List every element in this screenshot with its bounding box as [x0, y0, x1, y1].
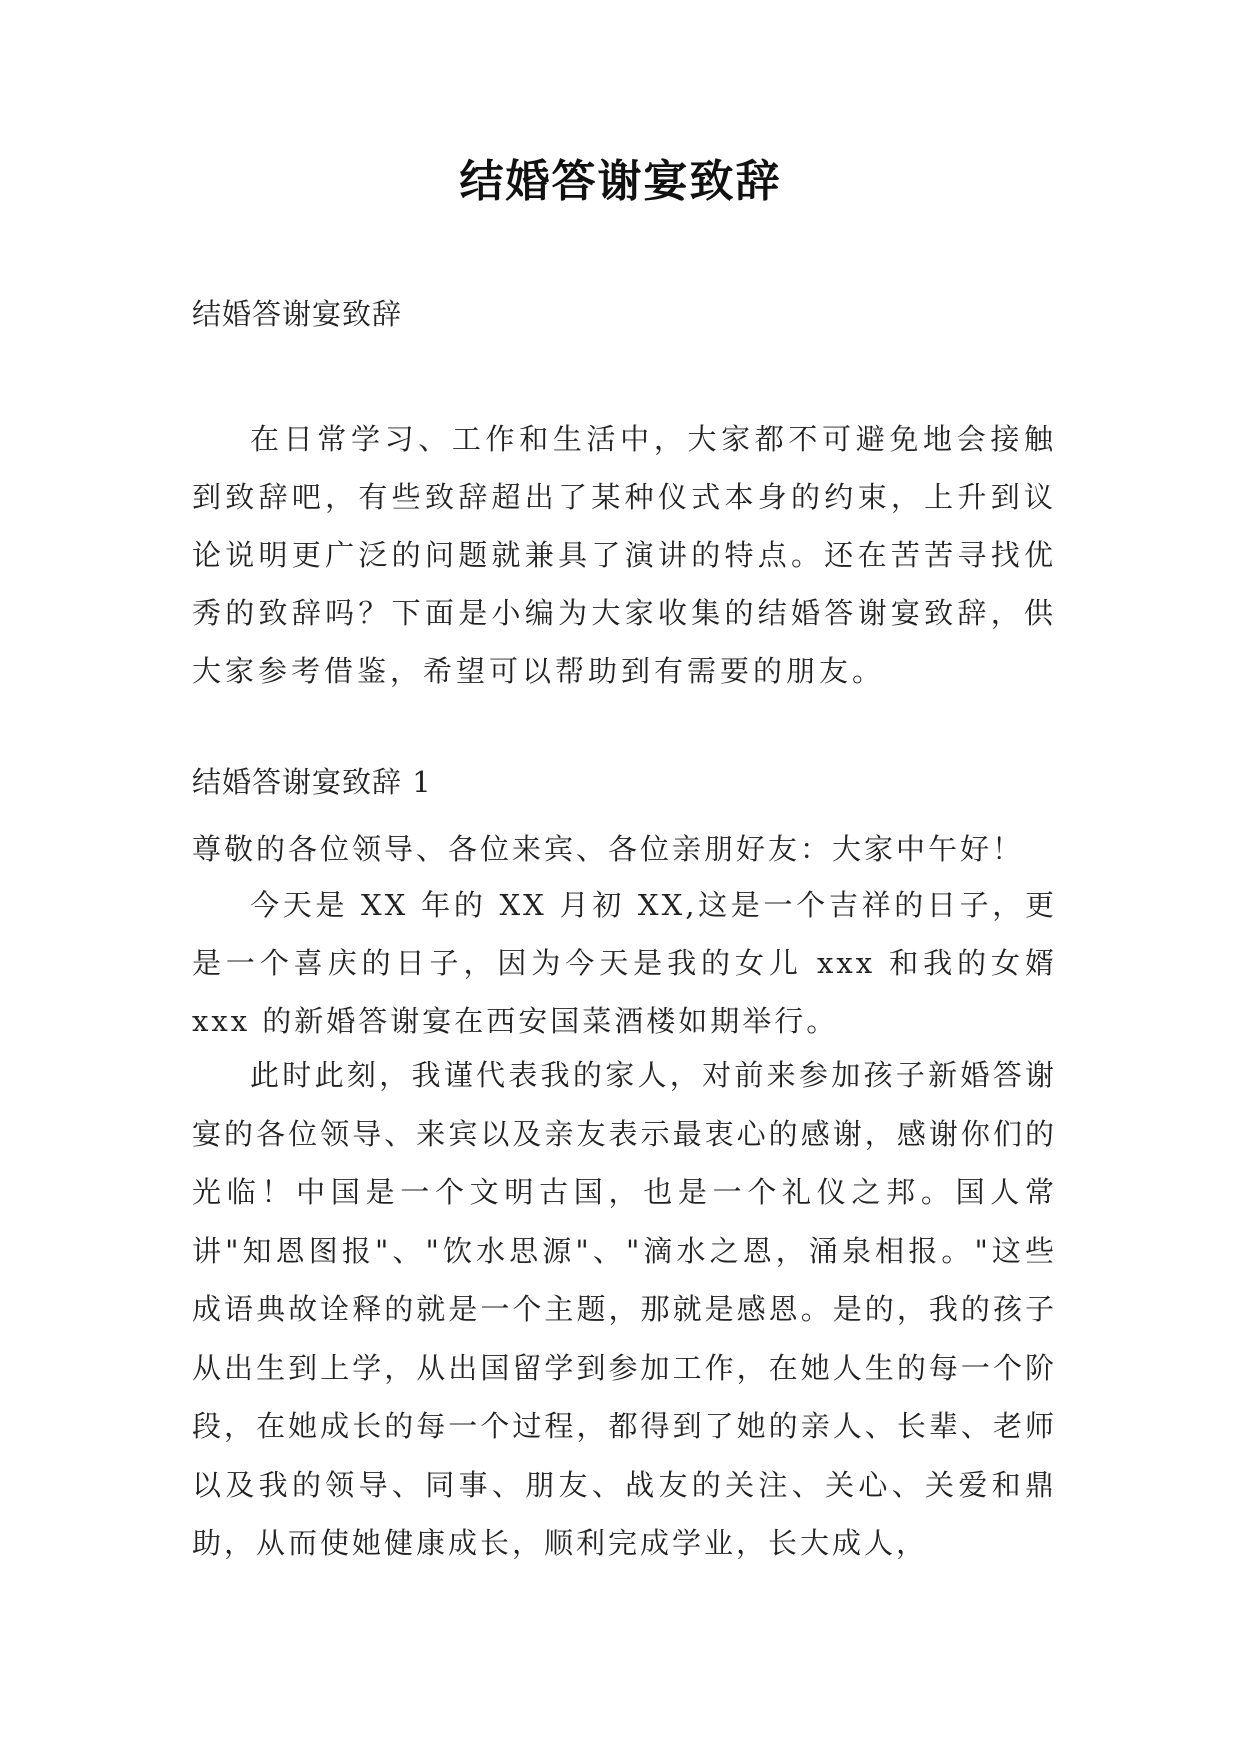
section-heading: 结婚答谢宴致辞 1: [192, 765, 432, 799]
document-subtitle: 结婚答谢宴致辞: [192, 297, 403, 331]
salutation-line: 尊敬的各位领导、各位来宾、各位亲朋好友：大家中午好！: [192, 832, 1025, 866]
document-title: 结婚答谢宴致辞: [459, 156, 782, 207]
intro-paragraph: 在日常学习、工作和生活中，大家都不可避免地会接触到致辞吧，有些致辞超出了某种仪式本身的约束，上升到议论说明更广泛的问题就兼具了演讲的特点。还在苦苦寻找优秀的致辞吗？下面是小编为大家收集的结婚答谢宴致辞，供大家参考借鉴，希望可以帮助到有需要的朋友。: [192, 422, 1057, 688]
speech-paragraph-2: 此时此刻，我谨代表我的家人，对前来参加孩子新婚答谢宴的各位领导、来宾以及亲友表示最衷心的感谢，感谢你们的光临！中国是一个文明古国，也是一个礼仪之邦。国人常讲"知恩图报"、"饮水思源"、"滴水之恩，涌泉相报。"这些成语典故诠释的就是一个主题，那就是感恩。是的，我的孩子从出生到上学，从出国留学到参加工作，在她人生的每一个阶段，在她成长的每一个过程，都得到了她的亲人、长辈、老师以及我的领导、同事、朋友、战友的关注、关心、关爱和鼎助，从而使她健康成长，顺利完成学业，长大成人，: [192, 1058, 1057, 1560]
speech-paragraph-1: 今天是 XX 年的 XX 月初 XX,这是一个吉祥的日子，更是一个喜庆的日子，因为今天是我的女儿 xxx 和我的女婿 xxx 的新婚答谢宴在西安国菜酒楼如期举行。: [192, 888, 1057, 1038]
